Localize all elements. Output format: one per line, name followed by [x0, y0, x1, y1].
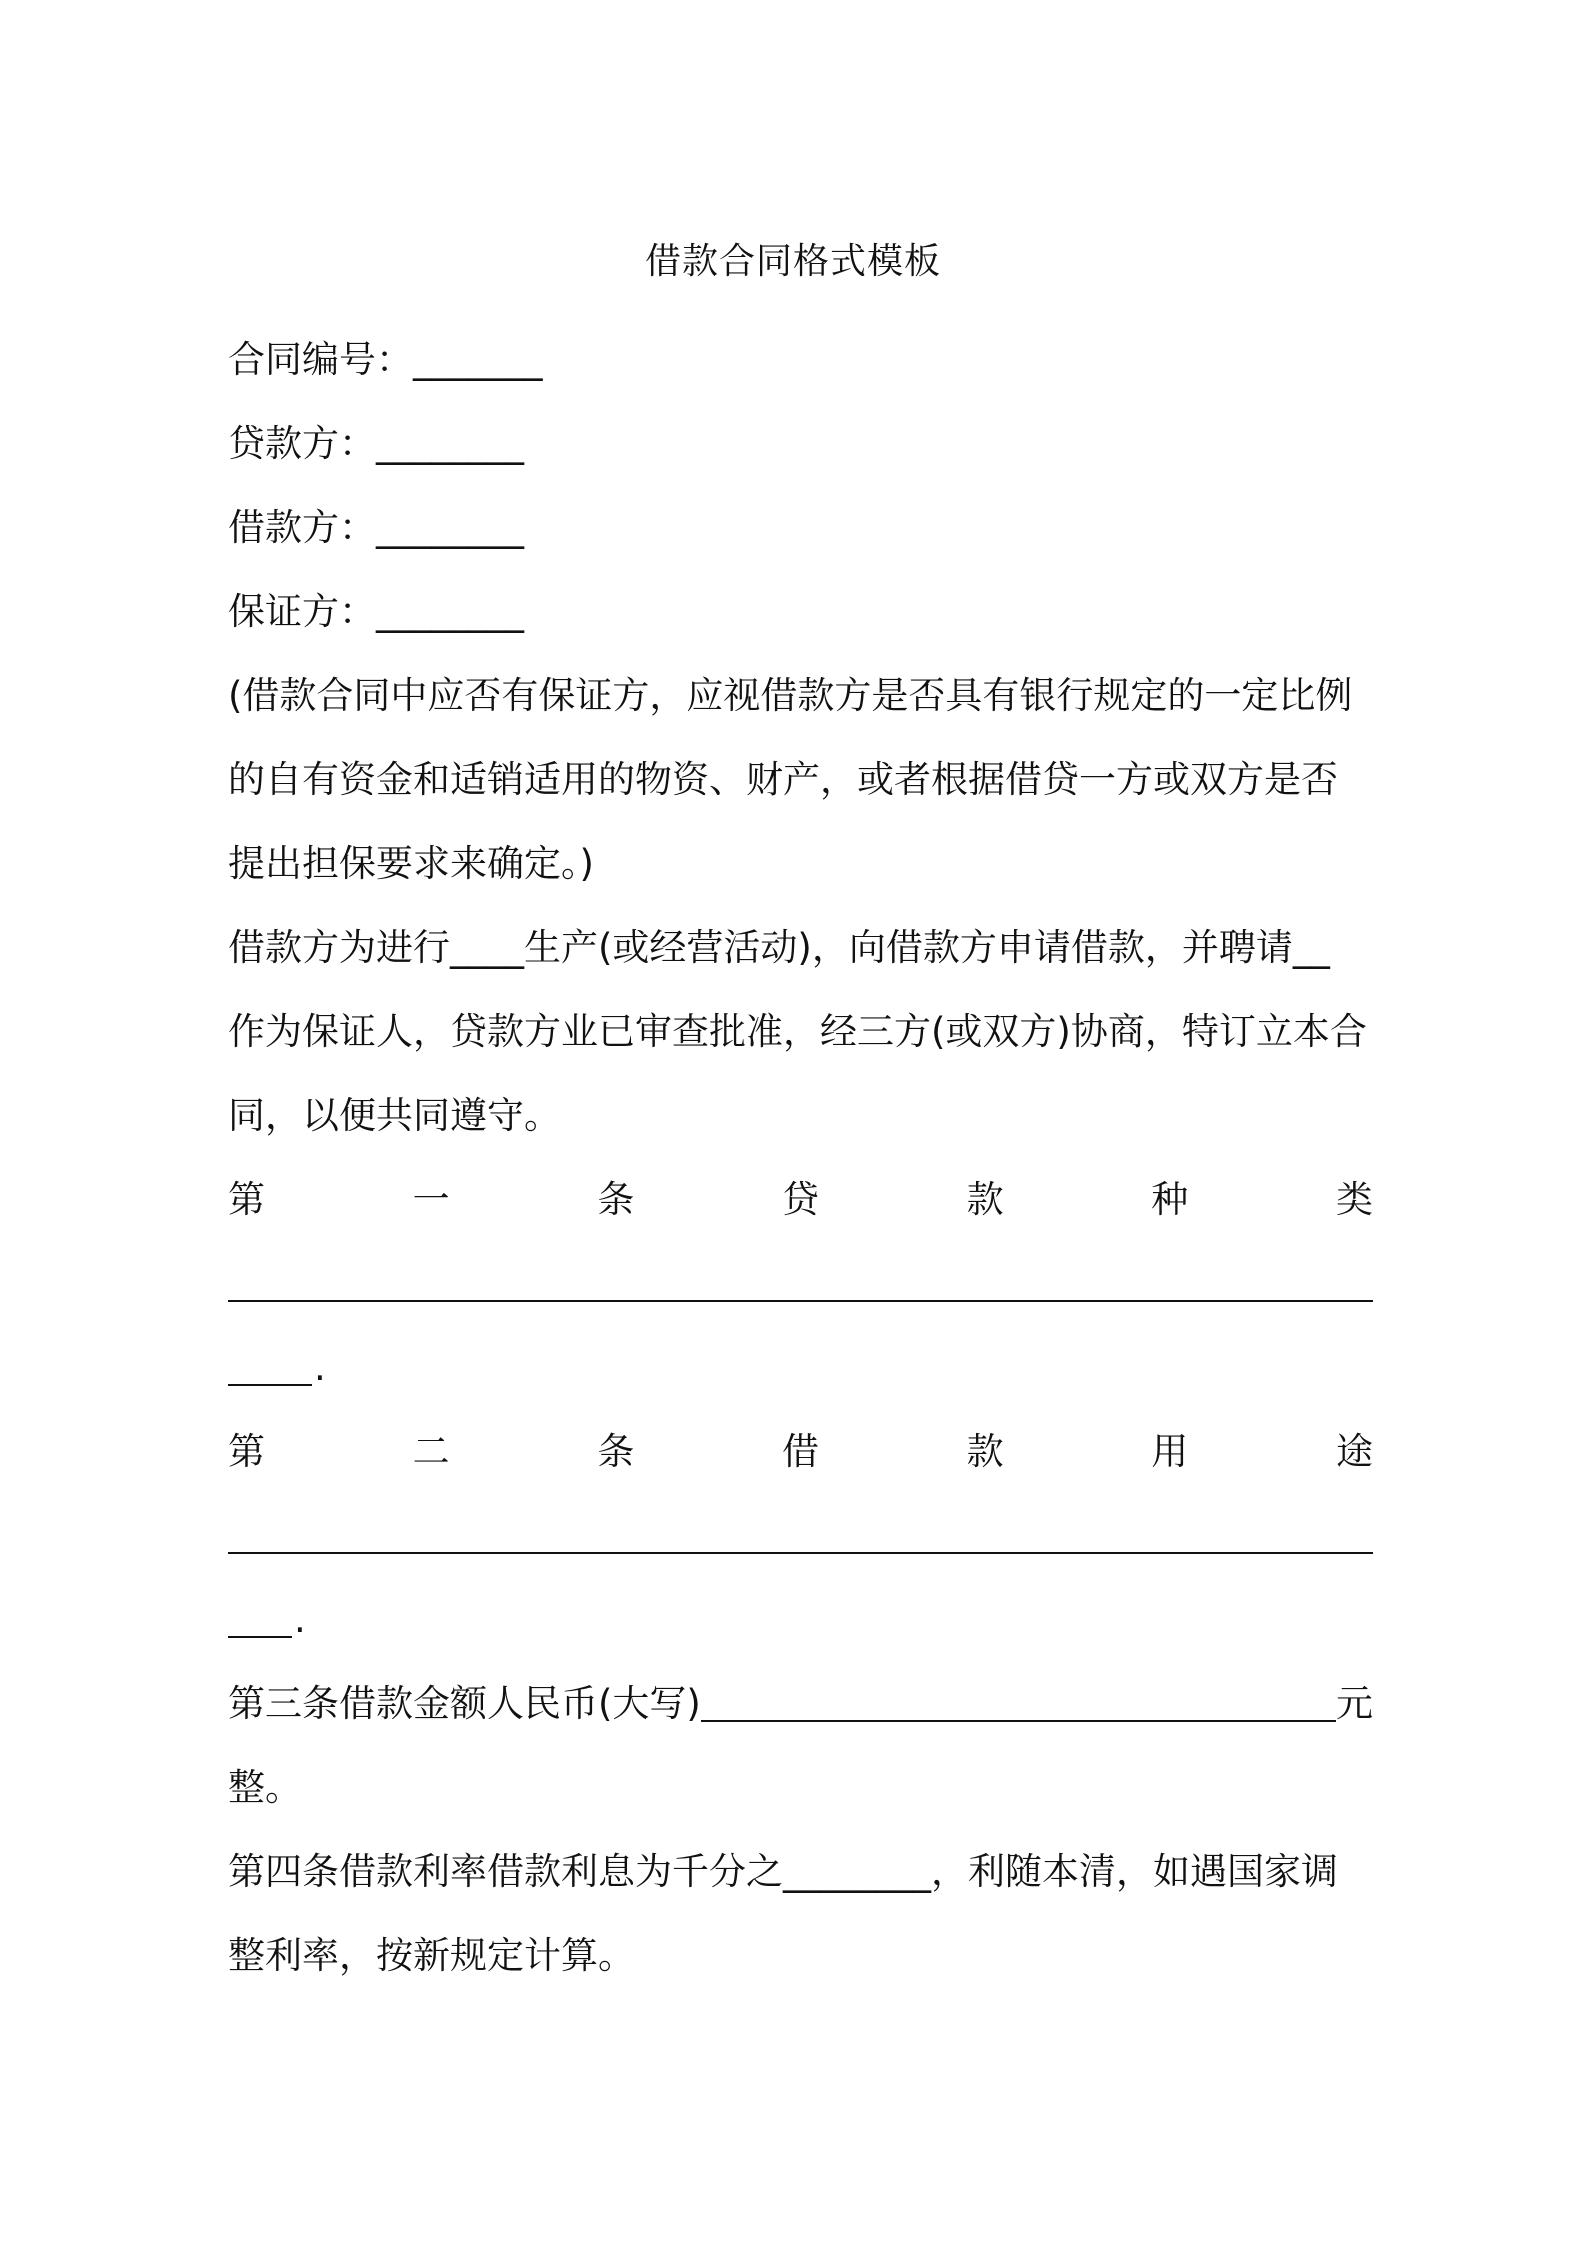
intro-line: 借款方为进行____生产(或经营活动)，向借款方申请借款，并聘请__ [228, 926, 1330, 969]
article-4-line: 整利率，按新规定计算。 [228, 1934, 635, 1977]
amount-blank [701, 1662, 1336, 1746]
guarantor-field [228, 570, 1373, 654]
article-2-char: 二 [412, 1430, 450, 1473]
contract-number-label: 合同编号： [228, 338, 413, 381]
article-4-line: 第四条借款利率借款利息为千分之________，利随本清，如遇国家调 [228, 1850, 1338, 1893]
guarantor-note [228, 654, 1373, 906]
lender-field [228, 402, 1373, 486]
note-line: 的自有资金和适销适用的物资、财产，或者根据借贷一方或双方是否 [228, 758, 1338, 801]
article-1-char: 条 [597, 1178, 635, 1221]
borrower-field [228, 486, 1373, 570]
article-2 [228, 1410, 1373, 1662]
guarantor-blank: ________ [376, 590, 524, 633]
underline [228, 1552, 1373, 1554]
underline [228, 1636, 292, 1638]
article-2-blank-line [228, 1494, 1373, 1578]
article-2-char: 条 [597, 1430, 635, 1473]
document-body [228, 318, 1373, 1998]
article-1-char: 贷 [781, 1178, 819, 1221]
article-1-blank-line [228, 1242, 1373, 1326]
underline [228, 1300, 1373, 1302]
article-1-heading [228, 1158, 1373, 1242]
intro-line: 作为保证人，贷款方业已审查批准，经三方(或双方)协商，特订立本合 [228, 1010, 1367, 1053]
article-1-period: . [314, 1346, 326, 1389]
article-1-char: 类 [1335, 1178, 1373, 1221]
underline [228, 1384, 312, 1386]
underline [701, 1720, 1336, 1722]
article-3-suffix: 元 [1336, 1682, 1373, 1725]
article-1-char: 款 [966, 1178, 1004, 1221]
intro-paragraph [228, 906, 1373, 1158]
article-3-prefix: 第三条借款金额人民币(大写) [228, 1682, 701, 1725]
contract-number-field [228, 318, 1373, 402]
article-1 [228, 1158, 1373, 1410]
article-2-char: 用 [1151, 1430, 1189, 1473]
article-1-char: 第 [228, 1178, 265, 1221]
article-4 [228, 1830, 1373, 1998]
document-title: 借款合同格式模板 [644, 241, 941, 282]
contract-number-blank: _______ [413, 338, 543, 381]
intro-line: 同，以便共同遵守。 [228, 1094, 561, 1137]
note-line: 提出担保要求来确定。) [228, 842, 594, 885]
guarantor-label: 保证方： [228, 590, 376, 633]
article-2-char: 款 [966, 1430, 1004, 1473]
article-3-line [228, 1662, 1373, 1746]
borrower-label: 借款方： [228, 506, 376, 549]
borrower-blank: ________ [376, 506, 524, 549]
article-1-char: 一 [412, 1178, 450, 1221]
article-2-char: 第 [228, 1430, 265, 1473]
article-2-char: 途 [1335, 1430, 1373, 1473]
note-line: (借款合同中应否有保证方，应视借款方是否具有银行规定的一定比例 [228, 674, 1353, 717]
lender-label: 贷款方： [228, 422, 376, 465]
article-2-period: . [294, 1598, 306, 1641]
article-1-char: 种 [1151, 1178, 1189, 1221]
article-2-char: 借 [781, 1430, 819, 1473]
article-2-blank-tail [228, 1578, 1373, 1662]
article-3-continuation: 整。 [228, 1766, 302, 1809]
article-2-heading [228, 1410, 1373, 1494]
lender-blank: ________ [376, 422, 524, 465]
article-3 [228, 1662, 1373, 1830]
article-1-blank-tail [228, 1326, 1373, 1410]
